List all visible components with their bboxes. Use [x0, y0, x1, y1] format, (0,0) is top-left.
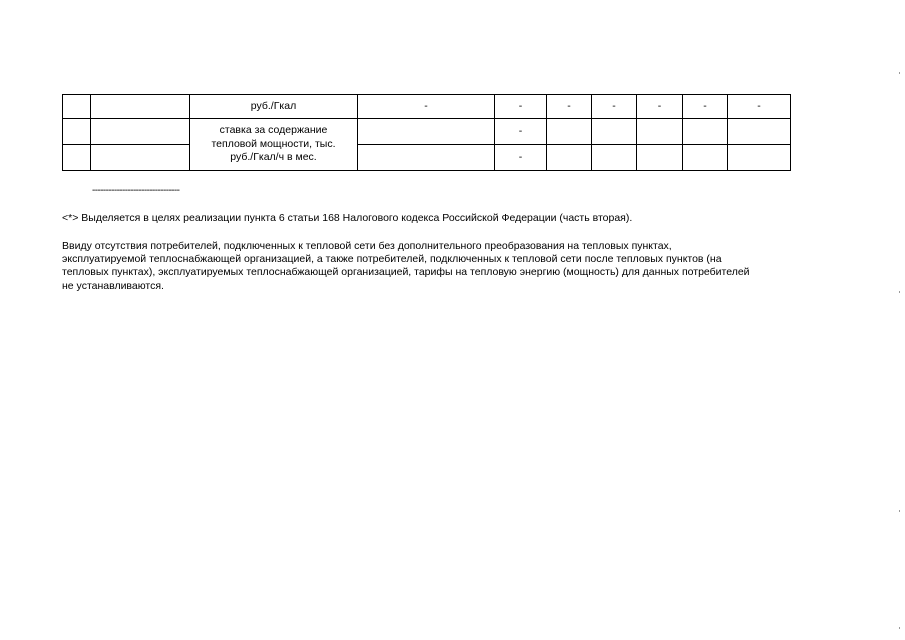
table-cell [547, 145, 592, 171]
table-cell [91, 119, 190, 145]
table-cell [683, 119, 728, 145]
label-line: тепловой мощности, тыс. [211, 137, 336, 150]
capacity-rate-label-cell [190, 119, 358, 171]
note-line: эксплуатируемой теплоснабжающей организацией, а также потребителей, подключенных к тепловой сети после тепловых пунктов (на [62, 253, 722, 266]
footnote-text: <*> Выделяется в целях реализации пункта 6 статьи 168 Налогового кодекса Российской Федерации (часть вторая). [62, 212, 633, 224]
table-cell [637, 119, 683, 145]
table-cell: - [592, 95, 637, 119]
table-cell: - [683, 95, 728, 119]
unit-label-cell: руб./Гкал [190, 95, 358, 119]
table-cell: - [358, 95, 495, 119]
note-line: тепловых пунктах), эксплуатируемых теплоснабжающей организацией, тарифы на тепловую энергию (мощность) для данных потребителей [62, 266, 750, 279]
table-cell: - [495, 119, 547, 145]
table-cell [592, 145, 637, 171]
scan-mark [899, 291, 900, 293]
table-row [63, 119, 791, 145]
scan-mark [899, 510, 900, 512]
table-row [63, 95, 791, 119]
note-line: Ввиду отсутствия потребителей, подключенных к тепловой сети без дополнительного преобразования на тепловых пунктах, [62, 240, 672, 252]
table-cell: - [547, 95, 592, 119]
table-cell [63, 95, 91, 119]
table-cell [358, 119, 495, 145]
label-line: руб./Гкал/ч в мес. [230, 151, 317, 164]
table-cell [592, 119, 637, 145]
label-line: ставка за содержание [219, 124, 328, 137]
table-cell: - [495, 95, 547, 119]
table-cell [728, 145, 791, 171]
table-cell: - [495, 145, 547, 171]
table-cell [547, 119, 592, 145]
footnote-separator: -------------------------------- [92, 185, 180, 196]
table-cell: - [637, 95, 683, 119]
table-cell [637, 145, 683, 171]
scan-mark [899, 72, 900, 74]
note-paragraph [62, 240, 852, 293]
table-cell [728, 119, 791, 145]
scan-mark [899, 627, 900, 629]
table-cell [683, 145, 728, 171]
table-row [63, 145, 791, 171]
table-cell [91, 95, 190, 119]
tariff-table [62, 94, 791, 171]
table-cell [358, 145, 495, 171]
table-cell [63, 145, 91, 171]
table-cell: - [728, 95, 791, 119]
table-cell [63, 119, 91, 145]
table-cell [91, 145, 190, 171]
note-line: не устанавливаются. [62, 279, 164, 292]
